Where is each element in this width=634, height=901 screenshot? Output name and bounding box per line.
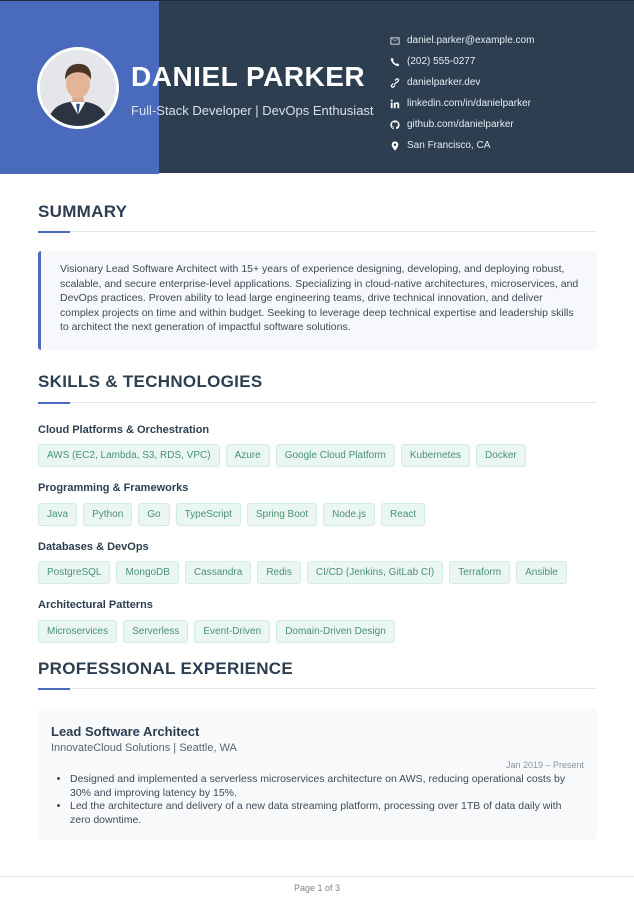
summary-heading: SUMMARY	[38, 202, 128, 221]
summary-divider-accent	[38, 231, 70, 233]
contact-linkedin[interactable]	[389, 93, 534, 114]
job-achievements	[70, 773, 575, 827]
skill-tag: Microservices	[38, 620, 117, 643]
github-icon	[389, 119, 401, 131]
skill-tag: Redis	[257, 561, 301, 584]
job-company: InnovateCloud Solutions | Seattle, WA	[51, 742, 237, 754]
skills-divider	[38, 402, 597, 403]
job-achievement-item: • Led the architecture and delivery of a new data streaming platform, processing over 1TB of data daily with zero downtime.	[70, 800, 575, 827]
skill-tag-list	[38, 503, 425, 526]
contact-github[interactable]	[389, 114, 534, 135]
candidate-name: DANIEL PARKER	[131, 61, 366, 92]
skill-tag: Node.js	[323, 503, 375, 526]
job-entry	[38, 709, 597, 840]
job-title: Lead Software Architect	[51, 724, 200, 739]
skill-tag-list	[38, 620, 395, 643]
contact-email-text: daniel.parker@example.com	[407, 35, 535, 46]
skill-tag: Serverless	[123, 620, 188, 643]
skill-tag: Google Cloud Platform	[276, 444, 395, 467]
contact-list	[389, 30, 534, 156]
skill-tag: Domain-Driven Design	[276, 620, 395, 643]
contact-location-text: San Francisco, CA	[407, 140, 491, 151]
skill-tag: Docker	[476, 444, 526, 467]
contact-github-text: github.com/danielparker	[407, 119, 514, 130]
phone-icon	[389, 56, 401, 68]
skill-tag: CI/CD (Jenkins, GitLab CI)	[307, 561, 443, 584]
skill-category-title: Programming & Frameworks	[38, 482, 189, 494]
candidate-tagline: Full-Stack Developer | DevOps Enthusiast	[131, 103, 374, 118]
skill-category-title: Cloud Platforms & Orchestration	[38, 424, 210, 436]
skill-tag: Event-Driven	[194, 620, 270, 643]
skill-category-title: Architectural Patterns	[38, 599, 153, 611]
skill-category-title: Databases & DevOps	[38, 541, 149, 553]
skill-tag-list	[38, 444, 526, 467]
experience-heading: PROFESSIONAL EXPERIENCE	[38, 659, 294, 678]
skill-tag: Kubernetes	[401, 444, 470, 467]
experience-divider-accent	[38, 688, 70, 690]
contact-website[interactable]	[389, 72, 534, 93]
skill-tag: TypeScript	[176, 503, 241, 526]
skill-tag: Java	[38, 503, 77, 526]
contact-phone-text: (202) 555-0277	[407, 56, 476, 67]
skill-tag: Spring Boot	[247, 503, 317, 526]
skill-tag: React	[381, 503, 425, 526]
skill-tag: Ansible	[516, 561, 567, 584]
footer-divider	[0, 876, 634, 877]
job-dates: Jan 2019 – Present	[505, 760, 584, 770]
skill-tag: Azure	[226, 444, 270, 467]
skill-tag: Cassandra	[185, 561, 251, 584]
contact-linkedin-text: linkedin.com/in/danielparker	[407, 98, 531, 109]
page-number: Page 1 of 3	[293, 883, 341, 893]
contact-phone[interactable]	[389, 51, 534, 72]
job-achievement-item: • Designed and implemented a serverless microservices architecture on AWS, reducing operational costs by 30% and improving latency by 15%.	[70, 773, 575, 800]
contact-website-text: danielparker.dev	[407, 77, 481, 88]
resume-header	[0, 0, 634, 173]
profile-photo	[37, 47, 119, 129]
skill-tag: AWS (EC2, Lambda, S3, RDS, VPC)	[38, 444, 220, 467]
profile-photo-icon	[40, 50, 116, 126]
skill-tag: MongoDB	[116, 561, 178, 584]
contact-email[interactable]	[389, 30, 534, 51]
location-icon	[389, 140, 401, 152]
summary-divider	[38, 231, 597, 232]
skill-tag: Python	[83, 503, 132, 526]
email-icon	[389, 35, 401, 47]
skills-heading: SKILLS & TECHNOLOGIES	[38, 372, 263, 391]
skills-divider-accent	[38, 402, 70, 404]
linkedin-icon	[389, 98, 401, 110]
experience-divider	[38, 688, 597, 689]
contact-location	[389, 135, 534, 156]
skill-tag-list	[38, 561, 567, 584]
link-icon	[389, 77, 401, 89]
skill-tag: Go	[138, 503, 169, 526]
summary-text: Visionary Lead Software Architect with 15+ years of experience designing, developing, and deploying robust, scalable, and secure enterprise-level applications. Specializing in cloud-native architectures, microservices, and DevOps practices. Proven ability to lead large engineering teams, drive technical innovation, and deliver complex projects on time and within budget. Seeking to leverage deep technical expertise and leadership skills to architect the next generation of impactful software solutions.	[38, 251, 597, 350]
skill-tag: Terraform	[449, 561, 510, 584]
skill-tag: PostgreSQL	[38, 561, 110, 584]
